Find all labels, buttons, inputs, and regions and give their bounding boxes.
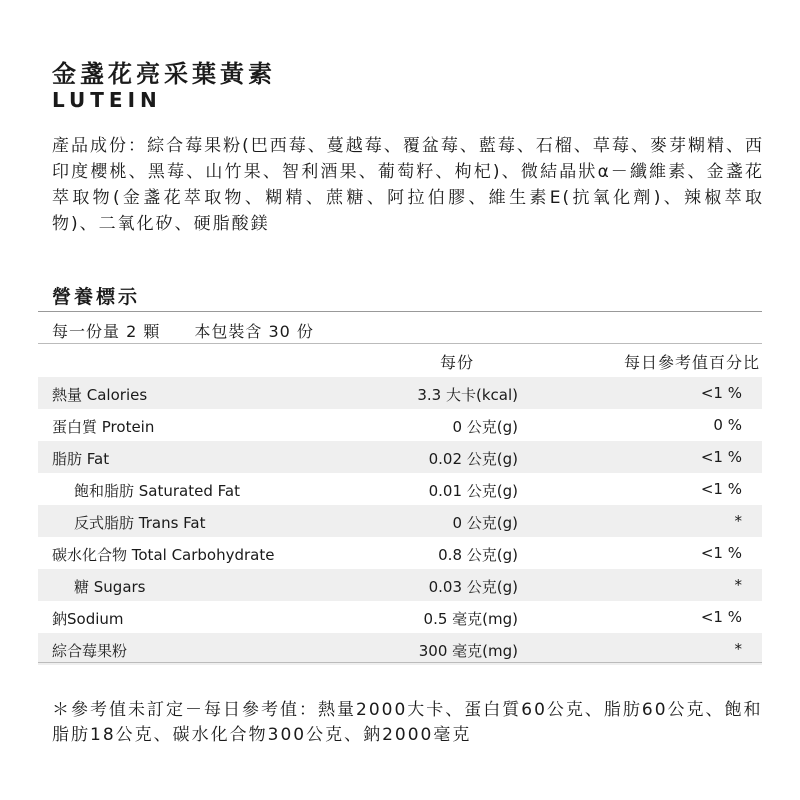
nutrition-row-sugars bbox=[38, 569, 762, 601]
nutrient-amount: 0.03 公克(g) bbox=[428, 578, 518, 596]
divider bbox=[38, 343, 762, 344]
nutrition-row-calories bbox=[38, 377, 762, 409]
nutrient-name: 熱量 Calories bbox=[52, 386, 148, 404]
column-header-daily-value: 每日參考值百分比 bbox=[623, 353, 760, 372]
ingredients-paragraph bbox=[52, 133, 764, 237]
column-header-per-serving: 每份 bbox=[440, 353, 475, 372]
nutrient-amount: 0.8 公克(g) bbox=[438, 546, 518, 564]
nutrient-daily-value: <1 % bbox=[700, 608, 742, 626]
product-name-chinese: 金盞花亮采葉黃素 bbox=[52, 60, 276, 88]
servings-per-pack: 本包裝含 30 份 bbox=[194, 322, 314, 341]
product-name-english: LUTEIN bbox=[52, 88, 162, 112]
nutrient-amount: 0.02 公克(g) bbox=[428, 450, 518, 468]
nutrient-amount: 0.5 毫克(mg) bbox=[423, 610, 518, 628]
nutrient-name: 綜合莓果粉 bbox=[52, 642, 128, 660]
nutrient-amount: 0.01 公克(g) bbox=[428, 482, 518, 500]
nutrient-name: 糖 Sugars bbox=[74, 578, 146, 596]
ingredients-text: 綜合莓果粉(巴西莓、蔓越莓、覆盆莓、藍莓、石榴、草莓、麥芽糊精、西印度櫻桃、黑莓、山竹果、智利酒果、葡萄籽、枸杞)、微結晶狀α－纖維素、金盞花萃取物(金盞花萃取物、糊精、蔗糖、阿拉伯膠、維生素E(抗氧化劑)、辣椒萃取物)、二氧化矽、硬脂酸鎂 bbox=[52, 136, 765, 234]
nutrient-daily-value: * bbox=[734, 512, 742, 530]
nutrient-daily-value: 0 % bbox=[713, 416, 742, 434]
nutrient-amount: 3.3 大卡(kcal) bbox=[417, 386, 518, 404]
nutrient-amount: 300 毫克(mg) bbox=[418, 642, 518, 660]
divider bbox=[38, 662, 762, 663]
nutrition-title: 營養標示 bbox=[52, 286, 141, 308]
nutrient-daily-value: <1 % bbox=[700, 448, 742, 466]
nutrient-name: 脂肪 Fat bbox=[52, 450, 110, 468]
nutrient-daily-value: <1 % bbox=[700, 384, 742, 402]
nutrient-name: 飽和脂肪 Saturated Fat bbox=[74, 482, 240, 500]
divider bbox=[38, 311, 762, 312]
nutrient-name: 碳水化合物 Total Carbohydrate bbox=[52, 546, 275, 564]
nutrition-row-trans-fat bbox=[38, 505, 762, 537]
nutrient-amount: 0 公克(g) bbox=[452, 514, 518, 532]
nutrient-name: 鈉Sodium bbox=[52, 610, 124, 628]
nutrition-table bbox=[38, 377, 762, 665]
nutrient-amount: 0 公克(g) bbox=[452, 418, 518, 436]
nutrient-daily-value: * bbox=[734, 576, 742, 594]
nutrition-row-saturated-fat bbox=[38, 473, 762, 505]
nutrient-daily-value: <1 % bbox=[700, 480, 742, 498]
footnote: ＊參考值未訂定－每日參考值：熱量2000大卡、蛋白質60公克、脂肪60公克、飽和脂肪18公克、碳水化合物300公克、鈉2000毫克 bbox=[52, 700, 763, 745]
nutrient-daily-value: <1 % bbox=[700, 544, 742, 562]
nutrition-row-fat bbox=[38, 441, 762, 473]
nutrition-row-carbohydrate bbox=[38, 537, 762, 569]
nutrition-row-protein bbox=[38, 409, 762, 441]
serving-size: 每一份量 2 顆 bbox=[52, 322, 161, 341]
nutrient-name: 蛋白質 Protein bbox=[52, 418, 155, 436]
ingredients-label: 產品成份： bbox=[52, 136, 148, 156]
nutrition-row-sodium bbox=[38, 601, 762, 633]
serving-info bbox=[52, 319, 348, 342]
nutrition-row-berry-powder bbox=[38, 633, 762, 665]
nutrient-daily-value: * bbox=[734, 640, 742, 658]
nutrient-name: 反式脂肪 Trans Fat bbox=[74, 514, 206, 532]
